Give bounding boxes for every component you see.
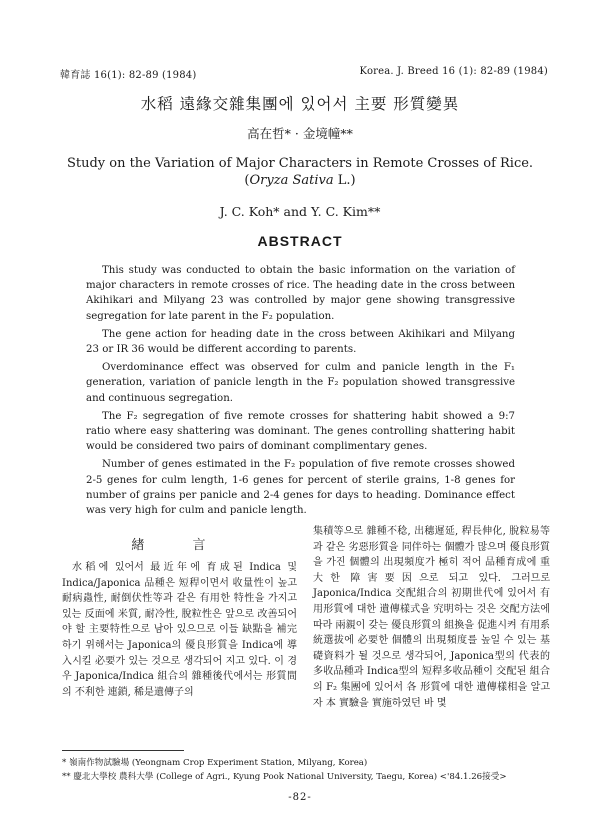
section-heading-introduction: 緖 言 [131, 538, 228, 553]
intro-right-column [313, 524, 550, 711]
page-number: -82- [288, 792, 312, 803]
species-line [0, 172, 600, 189]
abstract-paragraph: This study was conducted to obtain the basic information on the variation of major characters in remote crosses of rice. The heading date in the cross between Akihikari and Milyang 23 was controlled by major gene showing transgressive segregation for late parent in the F₂ population. [86, 265, 515, 322]
footnote-affiliation-2: ** 慶北大學校 農科大學 (College of Agri., Kyung Pook National University, Taegu, Korea) <'84.1.26接受> [62, 772, 507, 782]
abstract-paragraph: The F₂ segregation of five remote crosses for shattering habit showed a 9:7 ratio where easy shattering was dominant. The genes controlling shattering habit would be considered two pairs of dominant complimentary genes. [86, 410, 515, 453]
intro-paragraph-right: 集積等으로 雜種不稔, 出穗遲延, 稈長伸化, 脫粒易等과 같은 劣惡形質을 同伴하는 個體가 많으며 優良形質을 가진 個體의 出現頻度가 極히 적어 品種育成에 重大한 障害要因으로 되고 있다. 그러므로 Japonica/Indica 交配組合의 初期世代에 있어서 有用形質에 대한 遺傳樣式을 究明하는 것은 交配方法에 따라 兩親이 갖는 優良形質의 組換을 促進시켜 有用系統選拔에 必要한 個體의 出現頻度를 높일 수 있는 基礎資料가 될 것으로 생각되어, Japonica型의 代表的 多收品種과 Indica型의 短稈多收品種이 交配된 組合의 F₂ 集團에 있어서 各 形質에 대한 遺傳樣相을 알고자 本 實驗을 實施하였던 바 몇 [313, 526, 550, 709]
authors-korean: 高在哲* · 金境幢** [247, 126, 353, 141]
intro-paragraph-left: 水稻에 있어서 最近年에 育成된 Indica 및 Indica/Japonica 品種은 短稈이면서 收量性이 높고 耐病蟲性, 耐倒伏性等과 같은 有用한 特性을 가지고 있는 反面에 米質, 耐冷性, 脫粒性은 앞으로 改善되어야 할 主要特性으로 남아 있으므로 이들 缺點을 補完하기 위해서는 Japonica의 優良形質을 Indica에 導入시킬 必要가 있는 것으로 생각되어 지고 있다. 이 경우 Japonica/Indica 組合의 雜種後代에서는 形質間의 不利한 連鎖, 稀是遺傳子의 [62, 562, 297, 698]
footnote-affiliation-1: * 嶺南作物試驗場 (Yeongnam Crop Experiment Station, Milyang, Korea) [62, 758, 368, 768]
species-open: ( [244, 173, 250, 188]
abstract-heading: ABSTRACT [257, 233, 343, 249]
authors-english: J. C. Koh* and Y. C. Kim** [219, 204, 381, 219]
footnote-divider [62, 750, 184, 751]
abstract-body [86, 263, 515, 521]
species-name: Oryza Sativa [249, 173, 334, 188]
title-english-main: Study on the Variation of Major Characters in Remote Crosses of Rice. [66, 156, 534, 171]
intro-left-column [62, 560, 297, 700]
journal-citation-korean: 韓育誌 16(1): 82-89 (1984) [60, 70, 197, 81]
abstract-paragraph: Overdominance effect was observed for culm and panicle length in the F₁ generation, variation of panicle length in the F₂ population showed transgressive and continuous segregation. [86, 362, 515, 404]
species-close: L.) [333, 173, 356, 188]
journal-citation-english: Korea. J. Breed 16 (1): 82-89 (1984) [359, 66, 548, 77]
abstract-paragraph: The gene action for heading date in the cross between Akihikari and Milyang 23 or IR 36 would be different according to parents. [86, 328, 515, 356]
title-english [0, 155, 600, 189]
abstract-paragraph: Number of genes estimated in the F₂ population of five remote crosses showed 2-5 genes for culm length, 1-6 genes for percent of sterile grains, 1-8 genes for number of grains per panicle and 2-4 genes for days to heading. Dominance effect was very high for culm and panicle length. [86, 459, 515, 517]
title-korean: 水稻 遠緣交雜集團에 있어서 主要 形質變異 [140, 95, 460, 113]
section-heading-wrap [62, 524, 297, 566]
